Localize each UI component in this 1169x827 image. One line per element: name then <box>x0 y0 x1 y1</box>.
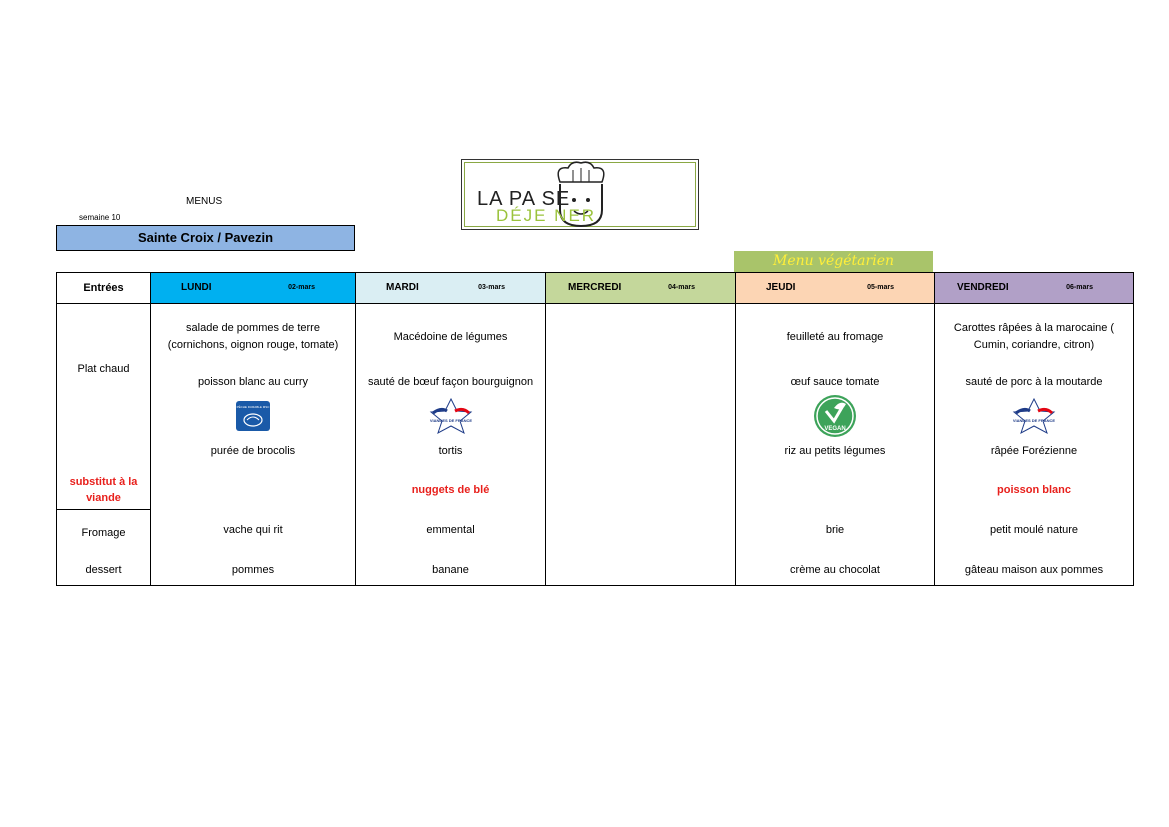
substitut-cell <box>546 471 736 510</box>
dessert-cell: crème au chocolat <box>736 556 935 586</box>
day-header-jeudi <box>736 273 935 304</box>
dessert-cell <box>546 556 736 586</box>
badge-cell <box>546 394 736 441</box>
svg-text:VIANDES DE FRANCE: VIANDES DE FRANCE <box>429 417 472 423</box>
logo-text-top: LA PA SE <box>477 188 571 210</box>
entree-cell: salade de pommes de terre (cornichons, oignon rouge, tomate) <box>151 304 356 370</box>
substitut-cell: nuggets de blé <box>356 471 546 510</box>
week-label: semaine 10 <box>79 213 121 222</box>
plat-cell: sauté de bœuf façon bourguignon <box>356 370 546 394</box>
row-label-plat-chaud: Plat chaud <box>57 304 151 471</box>
school-name: Sainte Croix / Pavezin <box>56 225 355 251</box>
day-date: 04-mars <box>668 284 695 291</box>
svg-text:VEGAN: VEGAN <box>824 425 846 432</box>
accompaniment-cell: purée de brocolis <box>151 441 356 471</box>
day-name: MERCREDI <box>568 282 622 293</box>
viandes-de-france-icon <box>1010 397 1058 435</box>
entree-cell: feuilleté au fromage <box>736 304 935 370</box>
plat-cell <box>546 370 736 394</box>
day-name: LUNDI <box>181 282 212 293</box>
fromage-cell <box>546 510 736 556</box>
row-label-entrees: Entrées <box>57 273 151 304</box>
menus-title: MENUS <box>186 196 223 207</box>
plat-cell: poisson blanc au curry <box>151 370 356 394</box>
accompaniment-cell: riz au petits légumes <box>736 441 935 471</box>
plat-cell: œuf sauce tomate <box>736 370 935 394</box>
row-label-dessert: dessert <box>57 556 151 586</box>
fromage-cell: brie <box>736 510 935 556</box>
entree-cell: Macédoine de légumes <box>356 304 546 370</box>
badge-cell <box>356 394 546 441</box>
substitut-cell <box>151 471 356 510</box>
fromage-cell: vache qui rit <box>151 510 356 556</box>
logo-text-bottom: DÉJE NER <box>496 206 597 225</box>
day-name: MARDI <box>386 282 419 293</box>
la-pause-dejeuner-logo <box>461 159 699 230</box>
badge-cell <box>151 394 356 441</box>
substitut-cell: poisson blanc <box>935 471 1134 510</box>
fromage-cell: emmental <box>356 510 546 556</box>
day-name: VENDREDI <box>957 282 1009 293</box>
day-header-vendredi <box>935 273 1134 304</box>
badge-cell <box>935 394 1134 441</box>
day-date: 02-mars <box>288 284 315 291</box>
day-header-mardi <box>356 273 546 304</box>
vegan-icon <box>812 394 858 438</box>
dessert-cell: gâteau maison aux pommes <box>935 556 1134 586</box>
row-label-substitut: substitut à la viande <box>57 471 151 510</box>
msc-icon <box>236 401 270 431</box>
accompaniment-cell: tortis <box>356 441 546 471</box>
accompaniment-cell: râpée Forézienne <box>935 441 1134 471</box>
entree-cell: Carottes râpées à la marocaine ( Cumin, coriandre, citron) <box>935 304 1134 370</box>
vegetarian-menu-banner: Menu végétarien <box>734 251 933 272</box>
row-label-fromage: Fromage <box>57 510 151 556</box>
day-name: JEUDI <box>766 282 796 293</box>
plat-cell: sauté de porc à la moutarde <box>935 370 1134 394</box>
substitut-cell <box>736 471 935 510</box>
day-header-mercredi <box>546 273 736 304</box>
accompaniment-cell <box>546 441 736 471</box>
badge-cell <box>736 394 935 441</box>
svg-text:VIANDES DE FRANCE: VIANDES DE FRANCE <box>1012 417 1056 423</box>
day-date: 05-mars <box>867 284 894 291</box>
entree-cell <box>546 304 736 370</box>
dessert-cell: banane <box>356 556 546 586</box>
viandes-de-france-icon <box>427 397 475 435</box>
day-date: 03-mars <box>478 284 505 291</box>
day-header-lundi <box>151 273 356 304</box>
dessert-cell: pommes <box>151 556 356 586</box>
day-date: 06-mars <box>1066 284 1093 291</box>
svg-text:PÊCHE DURABLE MSC: PÊCHE DURABLE MSC <box>236 404 270 409</box>
weekly-menu-table <box>56 272 1134 586</box>
fromage-cell: petit moulé nature <box>935 510 1134 556</box>
